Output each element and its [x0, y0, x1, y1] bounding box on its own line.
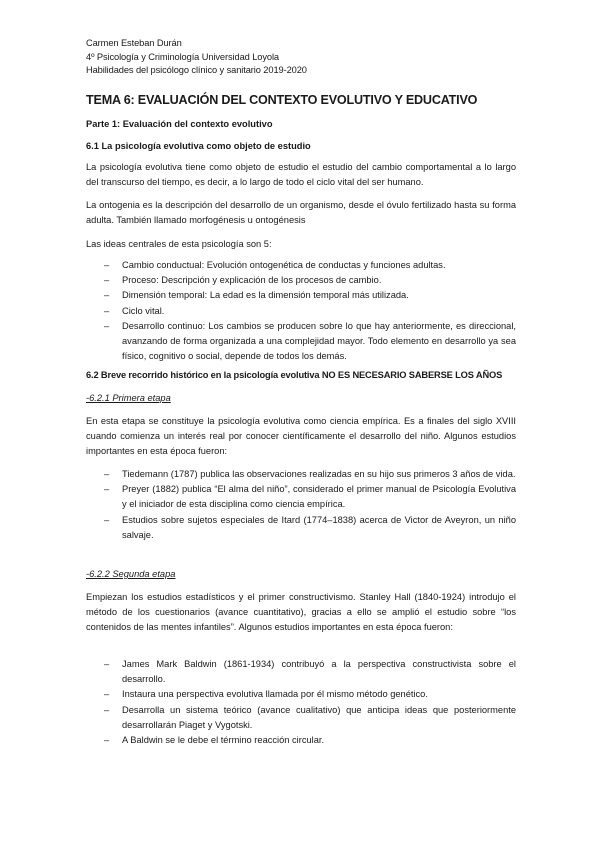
section-6-2-heading: 6.2 Breve recorrido histórico en la psicología evolutiva NO ES NECESARIO SABERSE LOS AÑOS: [86, 370, 503, 380]
subsection-6-2-2-paragraph: Empiezan los estudios estadísticos y el primer constructivismo. Stanley Hall (1840-1924) introdujo el método de los cuestionarios (avance cuantitativo), gracias a ello se amplió el estudio sobre “los contenidos de las mentes infantiles”. Algunos estudios importantes en esta época fueron:: [86, 592, 516, 633]
section-6-1-paragraph-1: La psicología evolutiva tiene como objeto de estudio el estudio del cambio comportamental a lo largo del transcurso del tiempo, es decir, a lo largo de todo el ciclo vital del ser humano.: [86, 162, 516, 188]
list-item: – Tiedemann (1787) publica las observaciones realizadas en su hijo sus primeros 3 años de vida.: [86, 467, 516, 482]
list-item: – Cambio conductual: Evolución ontogenética de conductas y funciones adultas.: [86, 258, 516, 273]
subsection-6-2-1-heading: -6.2.1 Primera etapa: [86, 393, 171, 403]
first-stage-list: [86, 467, 516, 543]
page-header: [86, 37, 307, 78]
subsection-6-2-1-paragraph: En esta etapa se constituye la psicología evolutiva como ciencia empírica. Es a finales del siglo XVIII cuando comienza un interés real por conocer científicamente el desarrollo del niño. Algunos estudios importantes en esta época fueron:: [86, 416, 516, 457]
list-item: – A Baldwin se le debe el término reacción circular.: [86, 733, 516, 748]
list-item: – Ciclo vital.: [86, 304, 516, 319]
list-item: – Desarrolla un sistema teórico (avance cualitativo) que anticipa ideas que posteriormente desarrollarán Piaget y Vygotski.: [86, 703, 516, 733]
list-item: – Estudios sobre sujetos especiales de Itard (1774–1838) acerca de Victor de Aveyron, un niño salvaje.: [86, 513, 516, 543]
header-author: Carmen Esteban Durán: [86, 38, 182, 48]
section-6-1-paragraph-3: Las ideas centrales de esta psicología son 5:: [86, 239, 272, 249]
list-item: – Preyer (1882) publica “El alma del niño”, considerado el primer manual de Psicología Evolutiva y el iniciador de esta disciplina como ciencia empírica.: [86, 482, 516, 512]
header-course: 4º Psicología y Criminología Universidad Loyola: [86, 51, 279, 62]
list-item: – Desarrollo continuo: Los cambios se producen sobre lo que hay anteriormente, es direccional, avanzando de forma organizada a una complejidad mayor. Todo elemento en desarrollo ya sea físico, cognitivo o social, depende de todos los demás.: [86, 319, 516, 365]
subsection-6-2-2-heading: -6.2.2 Segunda etapa: [86, 569, 176, 579]
document-title: TEMA 6: EVALUACIÓN DEL CONTEXTO EVOLUTIVO Y EDUCATIVO: [86, 93, 478, 107]
list-item: – Dimensión temporal: La edad es la dimensión temporal más utilizada.: [86, 288, 516, 303]
second-stage-list: [86, 657, 516, 748]
list-item: – Proceso: Descripción y explicación de los procesos de cambio.: [86, 273, 516, 288]
section-6-1-heading: 6.1 La psicología evolutiva como objeto de estudio: [86, 141, 311, 151]
header-subject: Habilidades del psicólogo clínico y sanitario 2019-2020: [86, 65, 307, 76]
list-item: – Instaura una perspectiva evolutiva llamada por él mismo método genético.: [86, 687, 516, 702]
central-ideas-list: [86, 258, 516, 364]
section-6-1-paragraph-2: La ontogenia es la descripción del desarrollo de un organismo, desde el óvulo fertilizado hasta su forma adulta. También llamado morfogénesis u ontogénesis: [86, 200, 516, 226]
part-heading: Parte 1: Evaluación del contexto evolutivo: [86, 119, 273, 129]
list-item: – James Mark Baldwin (1861-1934) contribuyó a la perspectiva constructivista sobre el desarrollo.: [86, 657, 516, 687]
